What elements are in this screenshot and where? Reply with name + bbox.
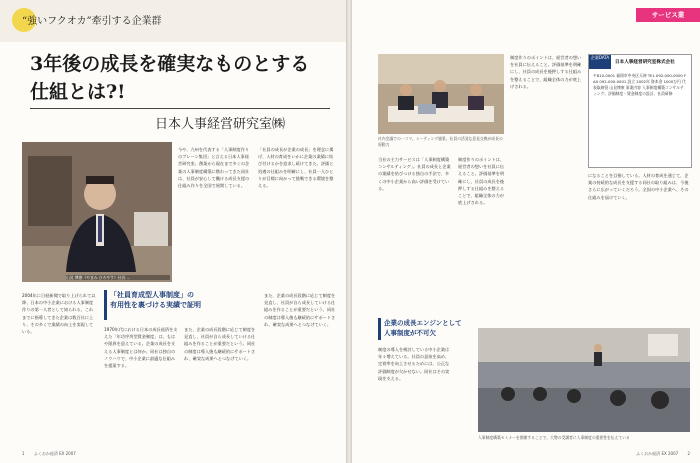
ceo-portrait-photo — [22, 142, 172, 282]
seminar-photo-caption: 人事制度構築セミナーを開催することで、大勢の受講者に人事制度の重要性を伝えている — [478, 435, 630, 440]
seminar-illustration — [478, 328, 690, 432]
right-column-2b: 制度作りのポイントは、経営者の想いを社員に伝えること。評価基準を明確にし、社員の成長を後押しする仕組みを整えることで、組織全体の力が底上げされる。 — [458, 157, 505, 206]
page-number: 1 — [22, 451, 25, 456]
headline-line-2: 仕組とは?! — [30, 81, 126, 103]
right-subhead-accent — [378, 318, 381, 340]
subhead-line-1: 「社員育成型人事制度」の — [110, 291, 194, 299]
seminar-photo — [478, 328, 690, 432]
meeting-illustration — [378, 54, 504, 134]
subhead — [110, 290, 250, 310]
right-column-3: になることを目指している。人材の育成を通じて、企業の持続的な成長を支援する同社の取り組みは、今後さらに広がっていくだろう。全国の中小企業へ、その仕組みを届けていく。 — [588, 173, 689, 200]
subhead-line-2: 有用性を裏づける実績で証明 — [110, 301, 201, 309]
section-tab: サービス業 — [636, 8, 700, 22]
footer-publication: ふくおか経済 EX 2007 — [33, 451, 76, 456]
data-box-label: 企業DATA — [589, 55, 611, 69]
right-subhead-line-1: 企業の成長エンジンとして — [384, 319, 462, 327]
right-page — [352, 0, 700, 463]
data-box-company: 日本人事経営研究室株式会社 — [615, 60, 675, 65]
footer-publication-right: ふくおか経済 EX 2007 — [636, 451, 679, 456]
meeting-photo — [378, 54, 504, 134]
body-column-4: また、企業の成長段階に応じて制度を見直し、社員が自ら成長していける仕組みを作ることが重要だという。同社の制度は導入後も継続的にサポートされ、確実な成果へとつなげていく。 — [264, 293, 336, 327]
body-column-1: 2004年に日経新聞で取り上げられて以降、日本の中小企業における人事制度作りの第一人者として知られる。これまでに指導してきた企業は数百社に上り、その多くで業績の向上を実現している。 — [22, 293, 96, 335]
page-number-right: 2 — [687, 451, 690, 456]
right-bottom-column: 制度の導入を検討している中小企業は年々増えている。社員の意欲を高め、定着率を向上させるためには、公正な評価制度が欠かせない。同社はその実現を支える。 — [378, 347, 450, 381]
headline — [30, 50, 309, 106]
body-column-3: また、企業の成長段階に応じて制度を見直し、社員が自ら成長していける仕組みを作ることが重要だという。同社の制度は導入後も継続的にサポートされ、確実な成果へとつなげていく。 — [184, 327, 256, 361]
subhead-accent — [104, 290, 107, 320]
company-name: 日本人事経営研究室㈱ — [155, 117, 286, 132]
company-data-box — [588, 54, 692, 168]
footer-left — [22, 451, 76, 457]
headline-line-1: 3年後の成長を確実なものとする — [30, 53, 310, 75]
left-page — [0, 0, 346, 463]
right-column-1: 当社の主力サービスは「人事制度構築コンサルティング」。社員の成長と企業の業績を結びつける独自の手法で、多くの中小企業から高い評価を受けている。 — [378, 157, 451, 191]
series-label: “強いフクオカ”牽引する企業群 — [22, 16, 162, 27]
right-column-2: 制度作りのポイントは、経営者の想いを社員に伝えること。評価基準を明確にし、社員の成長を後押しする仕組みを整えることで、組織全体の力が底上げされる。 — [510, 55, 582, 89]
right-subhead-line-2: 人事制度が不可欠 — [384, 329, 436, 337]
intro-column-2: 「社員の成長が企業の成長」を理念に掲げ、人材の育成をいかに企業の業績に結び付けるかを追求し続けてきた。評価と処遇の仕組みを明確にし、社員一人ひとりが目標に向かって挑戦できる環境を整える。 — [258, 147, 334, 189]
portrait-caption: 山見 博康（やまみ ひろやす）社長 … — [66, 275, 170, 281]
body-column-2: 1970年代における日本の成長経済を支えた「年功序列型賃金制度」は、もはや限界を迎えている。企業の成長を支える人事制度とは何か。同社は独自のノウハウで、中小企業に最適な仕組みを提案する。 — [104, 327, 178, 369]
headline-rule — [30, 108, 330, 109]
data-box-body: 〒810-0001 福岡市中央区天神 TEL 092-000-0000 FAX 092-000-0001 設立 2002年 資本金 1000万円 代表取締役 山見博康 事業内容 人事制度構築コンサルティング、評価制度・賃金制度の設計、社員研修 — [593, 73, 687, 96]
intro-column-1: 今や、九州を代表する「人事制度作りのブレーン集団」と言える日本人事経営研究室。創業から現在まで多くの企業の人事制度構築に携わってきた同社は、社員が安心して働ける成長支援の仕組み作りを全国で展開している。 — [178, 147, 250, 189]
portrait-illustration — [22, 142, 172, 282]
footer-right — [636, 451, 690, 457]
meeting-photo-caption: 社内会議での一コマ。ミーティング風景。社員の活発な意見交換が成長の原動力 — [378, 136, 503, 147]
